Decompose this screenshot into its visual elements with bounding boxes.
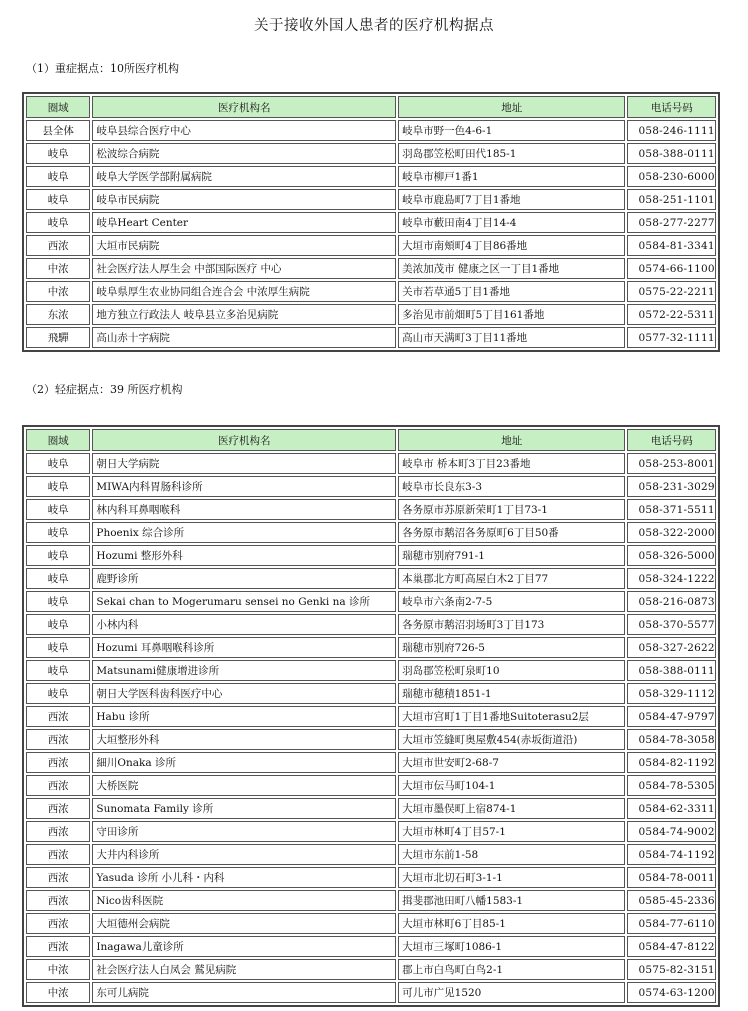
institution-cell: 大井内科诊所: [92, 844, 396, 865]
table-row: [26, 258, 716, 279]
table-row: [26, 683, 716, 704]
phone-cell: 058-327-2622: [627, 637, 716, 658]
address-cell: 大垣市林町6丁目85-1: [398, 913, 625, 934]
table-row: [26, 821, 716, 842]
phone-cell: 0584-74-9002: [627, 821, 716, 842]
address-cell: 本巢郡北方町高屋白木2丁目77: [398, 568, 625, 589]
phone-cell: 0574-63-1200: [627, 982, 716, 1003]
area-cell: 中浓: [26, 258, 90, 279]
institution-cell: 朝日大学医科齿科医疗中心: [92, 683, 396, 704]
area-cell: 岐阜: [26, 637, 90, 658]
phone-cell: 058-253-8001: [627, 453, 716, 474]
minor-hospital-table: [22, 425, 720, 1007]
phone-cell: 0574-66-1100: [627, 258, 716, 279]
phone-cell: 0584-77-6110: [627, 913, 716, 934]
address-cell: 关市若草通5丁目1番地: [398, 281, 625, 302]
phone-cell: 0584-47-8122: [627, 936, 716, 957]
area-cell: 岐阜: [26, 568, 90, 589]
area-cell: 岐阜: [26, 212, 90, 233]
institution-cell: Hozumi 整形外科: [92, 545, 396, 566]
institution-cell: Hozumi 耳鼻咽喉科诊所: [92, 637, 396, 658]
address-cell: 岐阜市鹿島町7丁目1番地: [398, 189, 625, 210]
address-cell: 岐阜市 桥本町3丁目23番地: [398, 453, 625, 474]
institution-cell: 細川Onaka 诊所: [92, 752, 396, 773]
institution-cell: 大垣整形外科: [92, 729, 396, 750]
area-cell: 西浓: [26, 821, 90, 842]
table-row: [26, 867, 716, 888]
header-address: 地址: [398, 96, 625, 118]
address-cell: 大垣市南頬町4丁目86番地: [398, 235, 625, 256]
institution-cell: 岐阜县综合医疗中心: [92, 120, 396, 141]
phone-cell: 058-246-1111: [627, 120, 716, 141]
major-hospital-table: [22, 92, 720, 352]
address-cell: 瑞穂市别府726-5: [398, 637, 625, 658]
area-cell: 西浓: [26, 867, 90, 888]
phone-cell: 0584-81-3341: [627, 235, 716, 256]
table-header-row: [26, 96, 716, 118]
institution-cell: 林内科耳鼻咽喉科: [92, 499, 396, 520]
table-row: [26, 798, 716, 819]
institution-cell: Matsunami健康增进诊所: [92, 660, 396, 681]
phone-cell: 058-322-2000: [627, 522, 716, 543]
institution-cell: Nico齿科医院: [92, 890, 396, 911]
address-cell: 各务原市苏原新荣町1丁目73-1: [398, 499, 625, 520]
address-cell: 大垣市东前1-58: [398, 844, 625, 865]
institution-cell: 东可儿病院: [92, 982, 396, 1003]
institution-cell: 大桥医院: [92, 775, 396, 796]
table-header-row: [26, 429, 716, 451]
area-cell: 东浓: [26, 304, 90, 325]
address-cell: 可儿市广见1520: [398, 982, 625, 1003]
table-row: [26, 637, 716, 658]
institution-cell: MIWA内科胃肠科诊所: [92, 476, 396, 497]
area-cell: 西浓: [26, 706, 90, 727]
area-cell: 县全体: [26, 120, 90, 141]
institution-cell: Phoenix 综合诊所: [92, 522, 396, 543]
address-cell: 大垣市墨俣町上宿874-1: [398, 798, 625, 819]
address-cell: 各务原市鹅沼羽场町3丁目173: [398, 614, 625, 635]
table-row: [26, 706, 716, 727]
table-row: [26, 844, 716, 865]
area-cell: 岐阜: [26, 660, 90, 681]
phone-cell: 058-324-1222: [627, 568, 716, 589]
institution-cell: Inagawa儿童诊所: [92, 936, 396, 957]
table-row: [26, 281, 716, 302]
phone-cell: 058-370-5577: [627, 614, 716, 635]
phone-cell: 0584-78-3058: [627, 729, 716, 750]
phone-cell: 0575-22-2211: [627, 281, 716, 302]
area-cell: 岐阜: [26, 614, 90, 635]
area-cell: 西浓: [26, 235, 90, 256]
table-row: [26, 453, 716, 474]
address-cell: 多治见市前畑町5丁目161番地: [398, 304, 625, 325]
phone-cell: 0584-47-9797: [627, 706, 716, 727]
institution-cell: 岐阜大学医学部附属病院: [92, 166, 396, 187]
institution-cell: 社会医疗法人白凤会 鷲见病院: [92, 959, 396, 980]
table-row: [26, 936, 716, 957]
address-cell: 岐阜市六条南2-7-5: [398, 591, 625, 612]
institution-cell: 守田诊所: [92, 821, 396, 842]
phone-cell: 058-326-5000: [627, 545, 716, 566]
institution-cell: 大垣德州会病院: [92, 913, 396, 934]
table-row: [26, 166, 716, 187]
phone-cell: 0585-45-2336: [627, 890, 716, 911]
table-row: [26, 476, 716, 497]
header-institution: 医疗机构名: [92, 429, 396, 451]
header-area: 圈域: [26, 96, 90, 118]
address-cell: 岐阜市长良东3-3: [398, 476, 625, 497]
section-label-minor: （2）轻症据点：39 所医疗机构: [26, 383, 183, 396]
table-row: [26, 327, 716, 348]
table-row: [26, 545, 716, 566]
area-cell: 西浓: [26, 936, 90, 957]
institution-cell: Habu 诊所: [92, 706, 396, 727]
phone-cell: 058-216-0873: [627, 591, 716, 612]
phone-cell: 0577-32-1111: [627, 327, 716, 348]
phone-cell: 0584-74-1192: [627, 844, 716, 865]
institution-cell: 岐阜県厚生农业协同组合连合会 中浓厚生病院: [92, 281, 396, 302]
institution-cell: 大垣市民病院: [92, 235, 396, 256]
institution-cell: 高山赤十字病院: [92, 327, 396, 348]
area-cell: 西浓: [26, 913, 90, 934]
table-row: [26, 189, 716, 210]
address-cell: 大垣市林町4丁目57-1: [398, 821, 625, 842]
address-cell: 瑞穂市别府791-1: [398, 545, 625, 566]
phone-cell: 0572-22-5311: [627, 304, 716, 325]
address-cell: 岐阜市柳戸1番1: [398, 166, 625, 187]
institution-cell: 小林内科: [92, 614, 396, 635]
area-cell: 岐阜: [26, 143, 90, 164]
address-cell: 岐阜市藪田南4丁目14-4: [398, 212, 625, 233]
table-row: [26, 660, 716, 681]
area-cell: 中浓: [26, 959, 90, 980]
table-row: [26, 212, 716, 233]
institution-cell: 地方独立行政法人 岐阜县立多治见病院: [92, 304, 396, 325]
table-row: [26, 499, 716, 520]
table-row: [26, 913, 716, 934]
address-cell: 郡上市白鸟町白鸟2-1: [398, 959, 625, 980]
table-row: [26, 591, 716, 612]
address-cell: 大垣市北切石町3-1-1: [398, 867, 625, 888]
address-cell: 大垣市宫町1丁目1番地Suitoterasu2层: [398, 706, 625, 727]
institution-cell: Yasuda 诊所 小儿科・内科: [92, 867, 396, 888]
phone-cell: 058-231-3029: [627, 476, 716, 497]
table-row: [26, 752, 716, 773]
section-label-major: （1）重症据点：10所医疗机构: [26, 62, 179, 75]
phone-cell: 058-230-6000: [627, 166, 716, 187]
address-cell: 瑞穂市穂積1851-1: [398, 683, 625, 704]
address-cell: 羽岛郡笠松町田代185-1: [398, 143, 625, 164]
phone-cell: 058-388-0111: [627, 660, 716, 681]
table-row: [26, 235, 716, 256]
address-cell: 岐阜市野一色4-6-1: [398, 120, 625, 141]
phone-cell: 0584-62-3311: [627, 798, 716, 819]
address-cell: 大垣市三塚町1086-1: [398, 936, 625, 957]
address-cell: 大垣市笠縫町奥屋敷454(赤坂街道沿): [398, 729, 625, 750]
table-row: [26, 120, 716, 141]
header-institution: 医疗机构名: [92, 96, 396, 118]
table-row: [26, 890, 716, 911]
phone-cell: 058-277-2277: [627, 212, 716, 233]
institution-cell: 岐阜Heart Center: [92, 212, 396, 233]
address-cell: 美浓加茂市 健康之区一丁目1番地: [398, 258, 625, 279]
phone-cell: 0584-78-0011: [627, 867, 716, 888]
page-title: 关于接收外国人患者的医疗机构据点: [254, 18, 494, 34]
table-row: [26, 522, 716, 543]
institution-cell: Sekai chan to Mogerumaru sensei no Genki na 诊所: [92, 591, 396, 612]
area-cell: 西浓: [26, 890, 90, 911]
area-cell: 中浓: [26, 281, 90, 302]
area-cell: 西浓: [26, 752, 90, 773]
phone-cell: 0575-82-3151: [627, 959, 716, 980]
institution-cell: 松波综合病院: [92, 143, 396, 164]
header-area: 圈域: [26, 429, 90, 451]
table-row: [26, 982, 716, 1003]
area-cell: 岐阜: [26, 166, 90, 187]
table-row: [26, 143, 716, 164]
area-cell: 西浓: [26, 844, 90, 865]
phone-cell: 0584-82-1192: [627, 752, 716, 773]
header-phone: 电话号码: [627, 429, 716, 451]
table-row: [26, 959, 716, 980]
institution-cell: 朝日大学病院: [92, 453, 396, 474]
phone-cell: 058-371-5511: [627, 499, 716, 520]
area-cell: 岐阜: [26, 522, 90, 543]
area-cell: 西浓: [26, 798, 90, 819]
phone-cell: 058-251-1101: [627, 189, 716, 210]
table-row: [26, 568, 716, 589]
area-cell: 岐阜: [26, 189, 90, 210]
area-cell: 岐阜: [26, 683, 90, 704]
institution-cell: 社会医疗法人厚生会 中部国际医疗 中心: [92, 258, 396, 279]
table-row: [26, 304, 716, 325]
institution-cell: 鹿野诊所: [92, 568, 396, 589]
header-phone: 电话号码: [627, 96, 716, 118]
area-cell: 西浓: [26, 729, 90, 750]
area-cell: 岐阜: [26, 476, 90, 497]
table-row: [26, 729, 716, 750]
area-cell: 岐阜: [26, 499, 90, 520]
address-cell: 羽岛郡笠松町泉町10: [398, 660, 625, 681]
area-cell: 岐阜: [26, 591, 90, 612]
address-cell: 揖斐郡池田町八幡1583-1: [398, 890, 625, 911]
table-row: [26, 614, 716, 635]
address-cell: 各务原市鹅沼各务原町6丁目50番: [398, 522, 625, 543]
institution-cell: Sunomata Family 诊所: [92, 798, 396, 819]
address-cell: 大垣市伝马町104-1: [398, 775, 625, 796]
phone-cell: 058-329-1112: [627, 683, 716, 704]
area-cell: 飛驒: [26, 327, 90, 348]
phone-cell: 0584-78-5305: [627, 775, 716, 796]
area-cell: 岐阜: [26, 453, 90, 474]
institution-cell: 岐阜市民病院: [92, 189, 396, 210]
address-cell: 高山市天满町3丁目11番地: [398, 327, 625, 348]
area-cell: 中浓: [26, 982, 90, 1003]
table-row: [26, 775, 716, 796]
phone-cell: 058-388-0111: [627, 143, 716, 164]
header-address: 地址: [398, 429, 625, 451]
address-cell: 大垣市世安町2-68-7: [398, 752, 625, 773]
area-cell: 西浓: [26, 775, 90, 796]
area-cell: 岐阜: [26, 545, 90, 566]
